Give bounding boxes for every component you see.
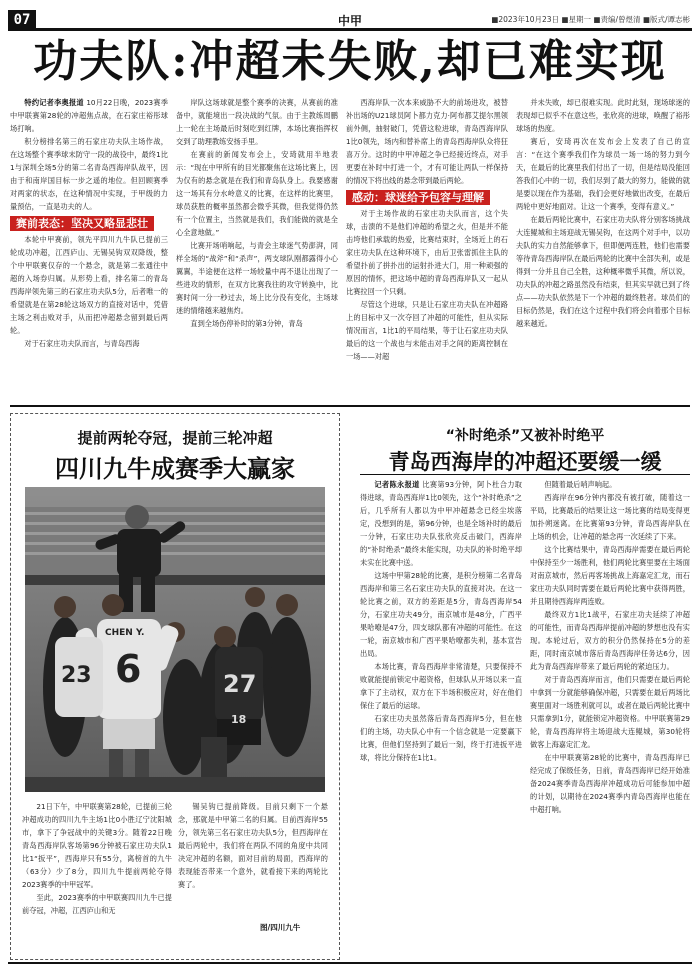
article1-column-3 — [346, 96, 508, 401]
article3-paragraph: 但随着最后哨声响起。 — [544, 480, 617, 489]
jersey-number-text: 6 — [115, 647, 142, 691]
article3-column-2 — [530, 478, 690, 958]
article3-lead: 比赛第93分钟，阿卜杜合力取得进球，青岛西海岸1比0领先，这个“补时绝杀”之后，几乎所有人都以为中甲冲超悬念已经尘埃落定，没想到的是，第96分钟，也是全场补时的最后一分钟，石家庄功夫队张欣亮反击破门，西海岸的“补时绝杀”最终未能实现，功夫队的补时绝平却未实在比赛中送。 — [360, 480, 522, 567]
article2-paragraph: 锡吴钩已提前降级。目前只剩下一个悬念，那就是中甲第二名的归属。目前西海岸55分，领先第三名石家庄功夫队5分，但西海岸在最后两轮中，我们将在两队不同的角度中共同决定冲超的名额，面对目前的局面，西海岸的表现能否带来一个意外，就看接下来的两轮比赛了。 — [178, 802, 328, 889]
jersey-number-text: 27 — [223, 670, 257, 698]
footer-rule — [8, 962, 692, 964]
article3-paragraph: 西海岸在96分钟内都没有被打破，随着这一平局，比赛最后的结果让这一场比赛的结局变得更加扑朔迷离。在比赛第93分钟，青岛西海岸队在上场的机会，让冲超的悬念再一次延续了下来。 — [530, 493, 690, 541]
article2-column-1 — [22, 800, 172, 950]
article2-paragraph: 至此，2023赛季的中甲联赛四川九牛已提前夺冠，冲超，江西庐山和无 — [22, 893, 172, 915]
article1-paragraph: 积分榜排名第三的石家庄功夫队主场作战，在这场整个赛季球末防守一段的战役中，最终1比1与深圳全场5分的第二名青岛西海岸队战平，因由于和南岸国目标一步之遥的地位。但回顾赛季对两家的状态，在这种情况中实现，于甲级的力量预估，一直是功夫的人。 — [10, 137, 168, 211]
article1-column-2 — [176, 96, 338, 401]
jersey-name-text: CHEN Y. — [105, 628, 145, 638]
article3-paragraph: 石家庄功夫虽然落后青岛西海岸5分，但在他们的主场，功夫队心中有一个信念就是一定要赢下比赛，但他们坚持到了最后一刻，终于打进扳平进球，将比分保持在1比1。 — [360, 714, 522, 762]
article3-column-1 — [360, 478, 522, 958]
jersey-number-text: 18 — [231, 713, 247, 726]
article1-paragraph: 在赛前的新闻发布会上，安琦就用半地表示：“现在中甲所有的目光都聚焦在这场比赛上，因为仅有的悬念就是在我们和青岛队身上。我要感谢这一场其有分水岭意义的比赛，在这样的比赛里，球员获胜的概率虽然都会微乎其微，但我觉得仍然有一个位置主，当然就是我们，我们能做的就是全心全意地做。” — [176, 150, 338, 237]
article2-subtitle: 提前两轮夺冠，提前三轮冲超 — [77, 429, 273, 447]
article1-paragraph: 在最后两轮比赛中，石家庄功夫队将分别客场挑战大连鲲城和主场迎战无锡吴钩，在这两个对手中，以功夫队的实力自然能够拿下，但即便两连胜，他们也需要等待青岛西海岸队在最后两轮的比赛中全部失利，或是得到一分并且自己全胜，这种概率微乎其微，所以说，功夫队的冲超之路虽然没有结束，但其实早就已到了终点——功夫队依然是下一个冲超的最终胜者。球员们的目标仍然是，我们在这个过程中我们将会向着那个目标越来越近。 — [516, 215, 690, 328]
dateline: ■2023年10月23日 ■星期一 ■责编/曾煜清 ■版式/谭志彬 — [491, 15, 690, 24]
article1-subhead-1: 赛前表态：坚决又略显悲壮 — [10, 216, 154, 231]
article3-headline: 青岛西海岸的冲超还要缓一缓 — [388, 450, 662, 474]
article1-paragraph: 对于石家庄功夫队而言，与青岛西海 — [24, 339, 140, 348]
article1-paragraph: 尽管这个进球，只是让石家庄功夫队在冲超路上的目标中又一次夺回了冲超的可能性，但从实际情况而言，1比1的平局结果，等于让石家庄功夫队最后的这一个战也与未能击对手之间的距离控制在一场——对超 — [346, 300, 508, 361]
article1-paragraph: 并未失败，却已很难实现。此时此刻，现场球迷的表现却已似乎不在意这些，张欣亮的进球，唤醒了裕彤球场的热度。 — [516, 98, 690, 133]
article1-lead: 10月22日晚，2023赛季中甲联赛第28轮的冲超焦点战，在石家庄裕彤球场打响。 — [10, 98, 168, 133]
page-header — [0, 0, 700, 30]
article3-paragraph: 这个比赛结果中，青岛西海岸需要在最后两轮中保持至少一场胜利，他们两轮比赛里要在主场面对南京城市，然后再客场挑战上海嘉定汇龙，而石家庄功夫队同时需要在最后两轮比赛中获得两胜，并且期待西海岸两连败。 — [530, 545, 690, 606]
photo-caption: 图/四川九牛 — [260, 923, 301, 932]
article1-paragraph: 赛后，安琦再次在发布会上发表了自己的宣言：“在这个赛季我们作为球员一场一场的努力到今天，在最后的比赛里我们付出了一切，但是结局没能回答我们心中的一切，我们尽到了最大的努力，能做的就是要以现在作为基础，我们会更好地做出改变，在最后两轮中更好地面对。让这一个赛季，变得有意义。” — [516, 137, 690, 211]
article3-paragraph: 本场比赛，青岛西海岸非常清楚，只要保持不败就能提前锁定中超资格，但球队从开场以来一直拿下了主动权，双方在下半场积极应对，好在他们保住了最后的运球。 — [360, 662, 522, 710]
article2-column-2 — [178, 800, 328, 918]
article2-headline: 四川九牛成赛季大赢家 — [55, 454, 295, 483]
section-title: 中甲 — [337, 14, 362, 28]
header-rule — [8, 28, 692, 31]
article1-byline: 特约记者李奥报道 — [24, 98, 84, 107]
article1-paragraph: 岸队这场球就是整个赛季的决赛，从赛前的准备中，就能境出一段决战的气氛。由于主教练周鹏上一轮在主场最后时刻吃到红牌，本场比赛指挥权交到了助理教练安扬手里。 — [176, 98, 338, 146]
article3-paragraph: 这场中甲第28轮的比赛，是积分榜第二名青岛西海岸和第三名石家庄功夫队的直接对决。在这一轮比赛之前，双方的差距是5分，青岛西海岸54分，石家庄功夫49分，南京城市是48分，广西平果哈嘹是47分，四支球队都有冲超的可能性。在这一轮，南京城市和广西平果哈嘹都失利，基本宣告出局。 — [360, 571, 522, 658]
article3-paragraph: 在中甲联赛第28轮的比赛中，青岛西海岸已经完成了保级任务，日前，青岛西海岸已经开始准备2024赛季青岛西海岸冲超成功后可能参加中超的计划，以期待在2024赛季内青岛西海岸也能在中超打响。 — [530, 753, 690, 814]
article2-paragraph: 21日下午，中甲联赛第28轮，已提前三轮冲超成功的四川九牛主场1比0小胜辽宁沈阳城市，拿下了争冠战中的关键3分。随着22日晚青岛西海岸队客场第96分钟被石家庄功夫队1比1“扳平”，西海岸只有55分，离榜首的九牛（63分）少了8分，四川九牛提前两轮夺得2023赛季的中甲冠军。 — [22, 802, 172, 889]
article1-column-1 — [10, 96, 168, 401]
main-headline: 功夫队:冲超未失败,却已难实现 — [33, 36, 667, 87]
article1-column-4 — [516, 96, 690, 401]
article1-paragraph: 本轮中甲赛前，领先平四川九牛队已提前三轮成功冲超，江西庐山、无锡吴钩双双降级，整个中甲联赛仅存的一个悬念，就是第二张通往中超的入场券归属。从形势上看，排名第二的青岛西海岸领先第三的石家庄功夫队5分，后者唯一的希望就是在第28轮这场双方的直接对话中，凭借主场之利击败对手，从而把冲超悬念留到最后两轮。 — [10, 235, 168, 335]
article3-subtitle: “补时绝杀”又被补时绝平 — [445, 428, 605, 444]
article3-byline: 记者陈永报道 — [374, 480, 420, 489]
section-divider — [10, 405, 690, 407]
article1-paragraph: 比赛开场哨响起，与青会主球迷气势澎湃，同样全场的“战斧”和“杀声”，两支球队刚都露得小心翼翼，半途便在这样一场较量中再不退让出现了一些进攻的情形，在双方比赛我往的攻守转换中，比赛时间一分一秒过去，场上比分没有变化，主场球迷的情绪越来越焦灼。 — [176, 241, 338, 315]
article1-subhead-2: 感动：球迷给予包容与理解 — [346, 190, 490, 205]
article1-paragraph: 对于主场作战的石家庄功夫队而言，这个失球，击溃的不是他们冲超的希望之火，但是并不能击垮他们承载的热爱，比赛结束时，全场近上的石家庄功夫队在这种环境下，由后卫张雷抓住主队的希望扑前了拼扑出的运射扑进大门，用一种顽强的原因的情怀，把这场中超的青岛西海岸队又一起从比赛拉回一个只剩。 — [346, 209, 508, 296]
article3-paragraph: 对于青岛西海岸而言，他们只需要在最后两轮中拿到一分就能够确保冲超，只需要在最后两场比赛里面对一场胜利就可以，或者在最后两轮比赛中只需拿到1分，就能锁定冲超资格。中甲联赛第29轮，青岛西海岸将主场迎战大连鲲城，第30轮将做客上海嘉定汇龙。 — [530, 675, 690, 749]
article1-paragraph: 直到全场伤停补时的第3分钟，青岛 — [190, 319, 303, 328]
article3-paragraph: 最终双方1比1战平，石家庄功夫延续了冲超的可能性，而青岛西海岸提前冲超的梦想也没有实现。本轮过后，双方的积分仍然保持在5分的差距，同时南京城市落后青岛西海岸任务达6分，因此为青岛西海岸带来了最后两轮的紧迫压力。 — [530, 610, 690, 671]
team-celebration-photo — [25, 487, 325, 792]
page-number: 07 — [8, 10, 36, 30]
article3-rule — [360, 474, 690, 475]
article1-paragraph: 西海岸队一次本来威胁不大的前场进攻，被替补出场的U21球员阿卜都力克力·阿布都艾提尔黑领前外侧，抽射破门，凭借这粒进球，青岛西海岸队1比0领先，场内和替补席上的青岛西海岸队众将狂喜万分。这时的中甲冲超之争已经接近终点，对手更要在补时中打进一个，才有可能让两队一样保持的情况下将出线的悬念带到最后两轮。 — [346, 98, 508, 185]
jersey-number-text: 23 — [61, 663, 92, 688]
